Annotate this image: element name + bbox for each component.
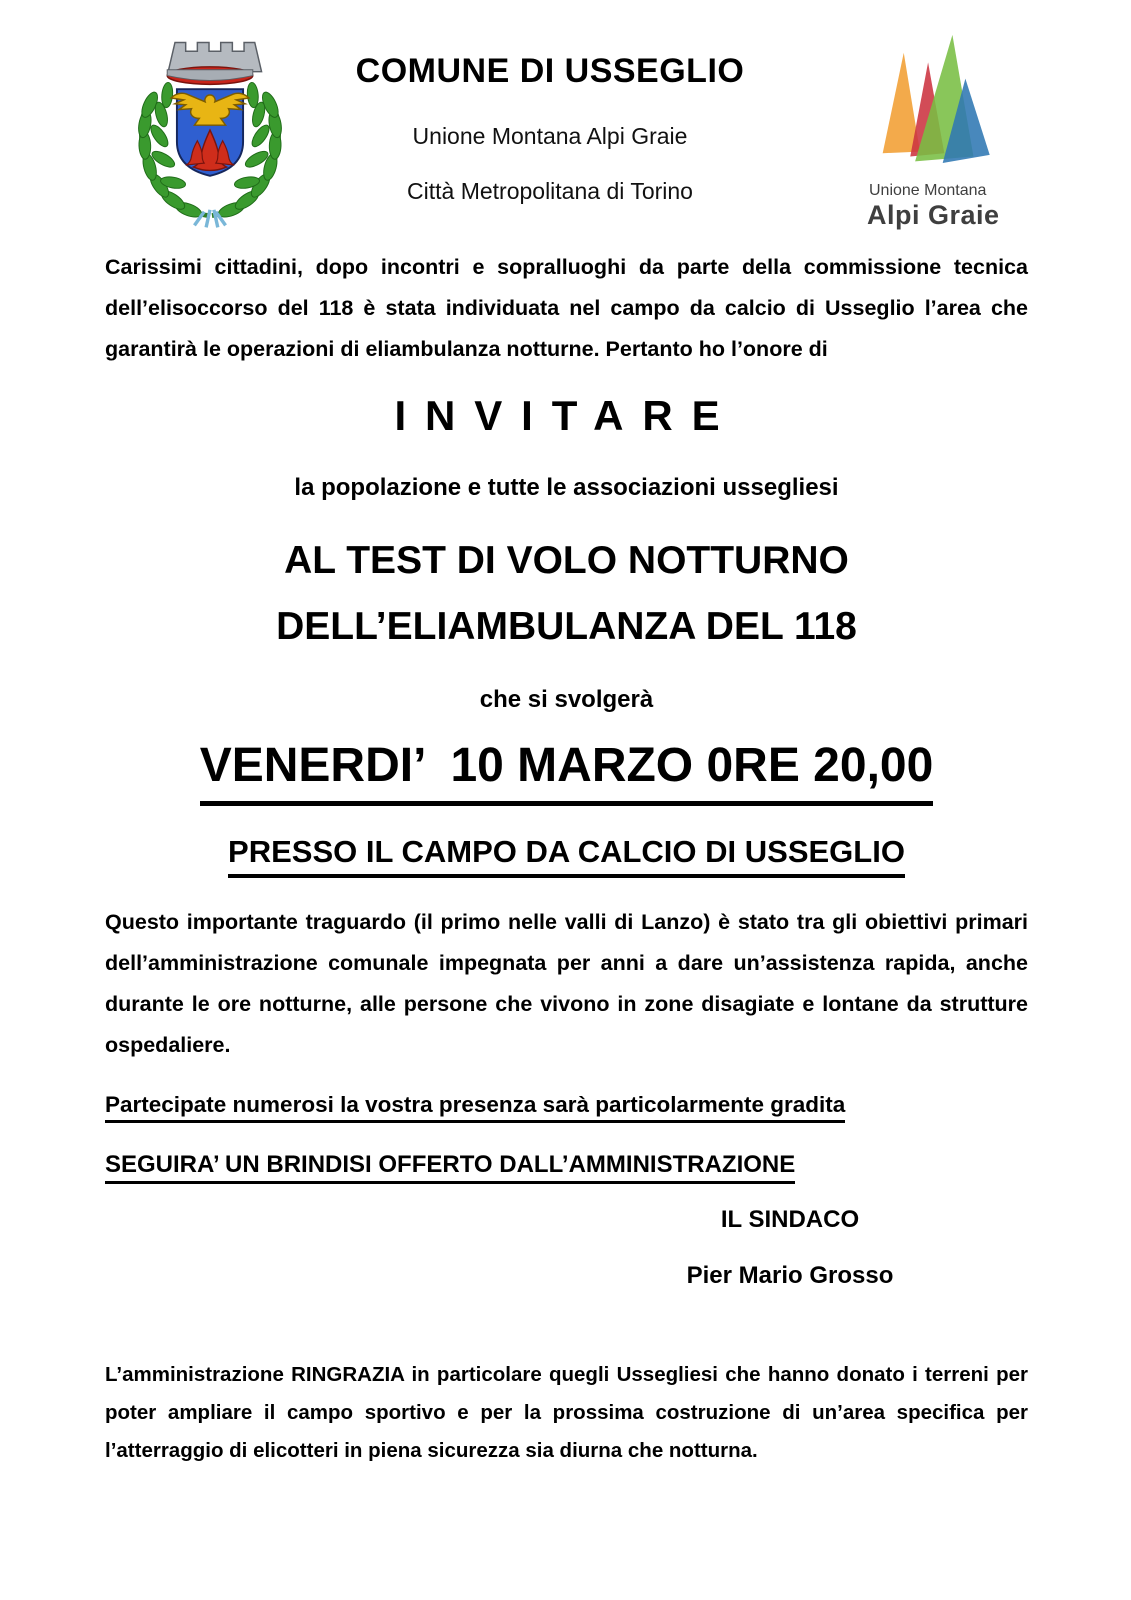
event-lead-line: che si svolgerà [479, 686, 654, 713]
toast-line: SEGUIRA’ UN BRINDISI OFFERTO DALL’AMMINISTRAZIONE [105, 1151, 795, 1184]
municipal-coat-of-arms-icon [103, 32, 317, 232]
signature-name: Pier Mario Grosso [686, 1262, 894, 1289]
event-datetime-text: VENERDI’ 10 MARZO 0RE 20,00 [200, 738, 934, 806]
municipality-title: COMUNE DI USSEGLIO [355, 52, 745, 90]
signature-block [560, 1206, 1020, 1290]
toast-line-wrap [105, 1151, 1028, 1184]
logo-text-line2: Alpi Graie [867, 200, 1000, 230]
document-body [0, 247, 1131, 1470]
thanks-paragraph: L’amministrazione RINGRAZIA in particolare quegli Ussegliesi che hanno donato i terreni per poter ampliare il campo sportivo e per la prossima costruzione di un’area specifica per l’atterraggio di elicotteri in piena sicurezza sia diurna che notturna. [105, 1363, 1028, 1462]
event-datetime-heading [105, 738, 1028, 806]
mountains-icon [867, 30, 1007, 180]
invite-audience-line: la popolazione e tutte le associazioni ussegliesi [294, 474, 839, 501]
header-subtitle-union: Unione Montana Alpi Graie [412, 123, 688, 149]
event-title-line1: AL TEST DI VOLO NOTTURNO [284, 539, 849, 582]
invite-heading: INVITARE [394, 392, 739, 439]
header-subtitle-city: Città Metropolitana di Torino [407, 178, 693, 204]
logo-text-line1: Unione Montana [869, 182, 987, 199]
signature-role: IL SINDACO [720, 1206, 860, 1233]
participation-line-wrap [105, 1092, 1028, 1123]
detail-paragraph: Questo importante traguardo (il primo nelle valli di Lanzo) è stato tra gli obiettivi primari dell’amministrazione comunale impegnata per anni a dare un’assistenza rapida, anche durante le ore notturne, alle persone che vivono in zone disagiate e lontane da strutture ospedaliere. [105, 910, 1028, 1057]
intro-paragraph: Carissimi cittadini, dopo incontri e sopralluoghi da parte della commissione tecnica dell’elisoccorso del 118 è stata individuata nel campo da calcio di Usseglio l’area che garantirà le operazioni di eliambulanza notturne. Pertanto ho l’onore di [105, 255, 1028, 361]
event-title-line2: DELL’ELIAMBULANZA DEL 118 [276, 605, 857, 648]
event-title [105, 528, 1028, 660]
event-location-heading [105, 834, 1028, 878]
participation-line: Partecipate numerosi la vostra presenza sarà particolarmente gradita [105, 1092, 845, 1123]
alpi-graie-logo [861, 30, 1013, 231]
header-title-block [300, 30, 800, 205]
document-header [0, 30, 1131, 235]
event-location-text: PRESSO IL CAMPO DA CALCIO DI USSEGLIO [228, 834, 905, 878]
